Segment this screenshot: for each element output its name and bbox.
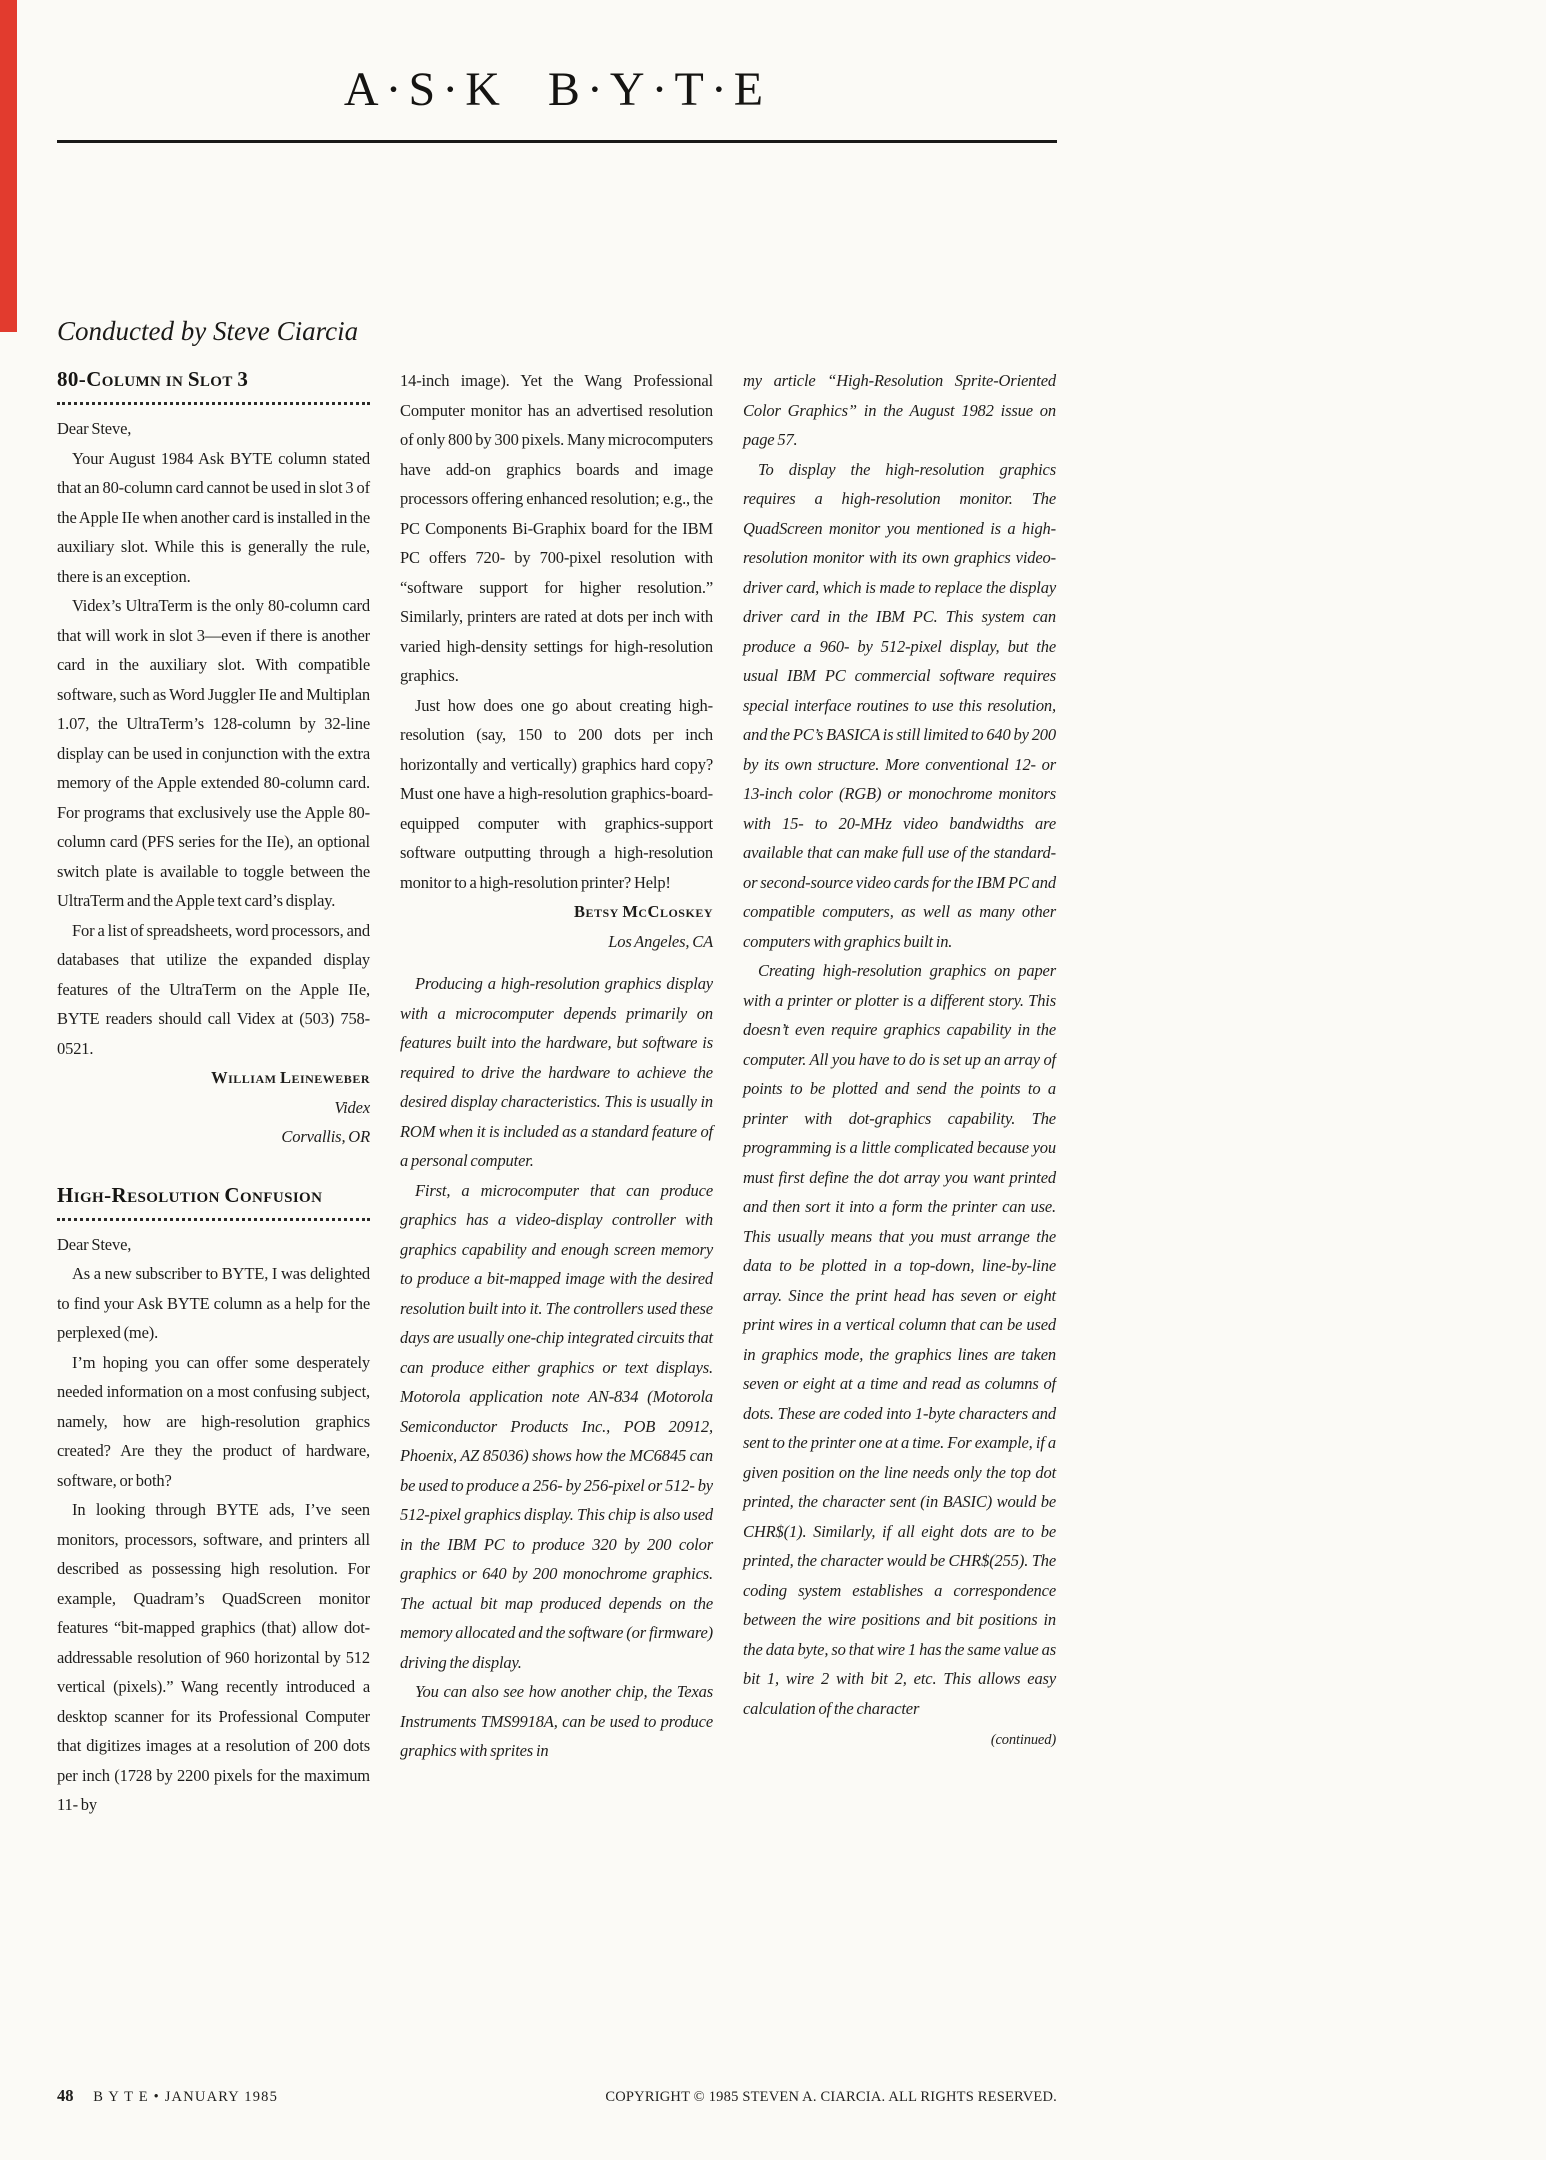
answer-paragraph: To display the high-resolution graphics requires a high-resolution monitor. The QuadScreen monitor you mentioned is a high-resolution monitor with its own graphics video-driver card, which is made to replace the display driver card in the IBM PC. This system can produce a 960- by 512-pixel display, but the usual IBM PC commercial software requires special interface routines to use this resolution, and the PC’s BASICA is still limited to 640 by 200 by its own structure. More conventional 12- or 13-inch color (RGB) or monochrome monitors with 15- to 20-MHz video bandwidths are available that can make full use of the standard- or second-source video cards for the IBM PC and compatible computers, as well as many other computers with graphics built in. [743, 459, 1056, 951]
letter-paragraph: Just how does one go about creating high-resolution (say, 150 to 200 dots per inch horizontally and vertically) graphics hard copy? Must one have a high-resolution graphics-board-equipped computer with graphics-support software outputting through a high-resolution monitor to a high-resolution printer? Help! [400, 695, 713, 892]
section-heading-80-column: 80-Column in Slot 3 [57, 367, 249, 391]
letter-paragraph: In looking through BYTE ads, I’ve seen monitors, processors, software, and printers all described as possessing high resolution. For example, Quadram’s QuadScreen monitor features “bit-mapped graphics (that) allow dot-addressable resolution of 960 horizontal by 512 vertical (pixels).” Wang recently introduced a desktop scanner for its Professional Computer that digitizes images at a resolution of 200 dots per inch (1728 by 2200 pixels for the maximum 11- by [57, 1500, 370, 1814]
signature-name: William Leineweber [211, 1068, 370, 1087]
spine-accent-bar [0, 0, 17, 332]
page-title: A·S·K B·Y·T·E [343, 63, 771, 116]
letter-paragraph: 14-inch image). Yet the Wang Professional Computer monitor has an advertised resolution of only 800 by 300 pixels. Many microcomputers have add-on graphics boards and image processors offering enhanced resolution; e.g., the PC Components Bi-Graphix board for the IBM PC offers 720- by 700-pixel resolution with “software support for higher resolution.” Similarly, printers are rated at dots per inch with varied high-density settings for high-resolution graphics. [400, 371, 713, 685]
dotted-rule [57, 396, 370, 405]
byline: Conducted by Steve Ciarcia [57, 316, 359, 346]
masthead-rule [57, 140, 1057, 143]
letter-paragraph: Videx’s UltraTerm is the only 80-column card that will work in slot 3—even if there is another card in the auxiliary slot. With compatible software, such as Word Juggler IIe and Multiplan 1.07, the UltraTerm’s 128-column by 32-line display can be used in conjunction with the extra memory of the Apple extended 80-column card. For programs that exclusively use the Apple 80-column card (PFS series for the IIe), an optional switch plate is available to toggle between the UltraTerm and the Apple text card’s display. [57, 596, 370, 910]
article-columns [57, 366, 1057, 2086]
section-heading-high-resolution: High-Resolution Confusion [57, 1182, 323, 1207]
page-footer [57, 2086, 1057, 2106]
signature-org: Videx [334, 1097, 370, 1117]
letter-paragraph: Your August 1984 Ask BYTE column stated that an 80-column card cannot be used in slot 3 of the Apple IIe when another card is installed in the auxiliary slot. While this is generally the rule, there is an exception. [57, 448, 370, 586]
column-3 [743, 366, 1056, 2086]
continued-note: (continued) [990, 1732, 1056, 1748]
letter-salutation: Dear Steve, [57, 419, 132, 438]
answer-paragraph: my article “High-Resolution Sprite-Oriented Color Graphics” in the August 1982 issue on page 57. [743, 371, 1056, 449]
signature-location: Corvallis, OR [281, 1127, 370, 1146]
page-number: 48 [57, 2086, 74, 2105]
signature-name: Betsy McCloskey [573, 902, 713, 921]
footer-folio [57, 2086, 278, 2106]
column-2 [400, 366, 713, 2086]
issue-label: B Y T E • JANUARY 1985 [93, 2089, 279, 2105]
letter-paragraph: As a new subscriber to BYTE, I was delighted to find your Ask BYTE column as a help for the perplexed (me). [57, 1264, 370, 1342]
answer-paragraph: Producing a high-resolution graphics display with a microcomputer depends primarily on features built into the hardware, but software is required to drive the hardware to achieve the desired display characteristics. This is usually in ROM when it is included as a standard feature of a personal computer. [400, 974, 713, 1170]
copyright-notice: COPYRIGHT © 1985 STEVEN A. CIARCIA. ALL RIGHTS RESERVED. [605, 2089, 1057, 2105]
column-1 [57, 366, 370, 2086]
signature-location: Los Angeles, CA [608, 931, 713, 951]
answer-paragraph: First, a microcomputer that can produce graphics has a video-display controller with graphics capability and enough screen memory to produce a bit-mapped image with the desired resolution built into it. The controllers used these days are usually one-chip integrated circuits that can produce either graphics or text displays. Motorola application note AN-834 (Motorola Semiconductor Products Inc., POB 20912, Phoenix, AZ 85036) shows how the MC6845 can be used to produce a 256- by 256-pixel or 512- by 512-pixel graphics display. This chip is also used in the IBM PC to produce 320 by 200 color graphics or 640 by 200 monochrome graphics. The actual bit map produced depends on the memory allocated and the software (or firmware) driving the display. [400, 1180, 713, 1672]
letter-paragraph: For a list of spreadsheets, word processors, and databases that utilize the expanded display features of the UltraTerm on the Apple IIe, BYTE readers should call Videx at (503) 758-0521. [57, 920, 370, 1058]
dotted-rule [57, 1212, 370, 1221]
masthead [57, 62, 1057, 117]
letter-paragraph: I’m hoping you can offer some desperately needed information on a most confusing subject, namely, how are high-resolution graphics created? Are they the product of hardware, software, or both? [57, 1352, 370, 1490]
answer-paragraph: You can also see how another chip, the Texas Instruments TMS9918A, can be used to produce graphics with sprites in [400, 1682, 713, 1760]
answer-paragraph: Creating high-resolution graphics on paper with a printer or plotter is a different story. This doesn’t even require graphics capability in the computer. All you have to do is set up an array of points to be plotted and send the points to a printer with dot-graphics capability. The programming is a little complicated because you must first define the dot array you want printed and then sort it into a form the printer can use. This usually means that you must arrange the data to be plotted in a top-down, line-by-line array. Since the print head has seven or eight print wires in a vertical column that can be used in graphics mode, the graphics lines are taken seven or eight at a time and read as columns of dots. These are coded into 1-byte characters and sent to the printer one at a time. For example, if a given position on the line needs only the top dot printed, the character sent (in BASIC) would be CHR$(1). Similarly, if all eight dots are to be printed, the character would be CHR$(255). The coding system establishes a correspondence between the wire positions and bit positions in the data byte, so that wire 1 has the same value as bit 1, wire 2 with bit 2, etc. This allows easy calculation of the character [743, 961, 1056, 1718]
letter-salutation: Dear Steve, [57, 1234, 132, 1254]
